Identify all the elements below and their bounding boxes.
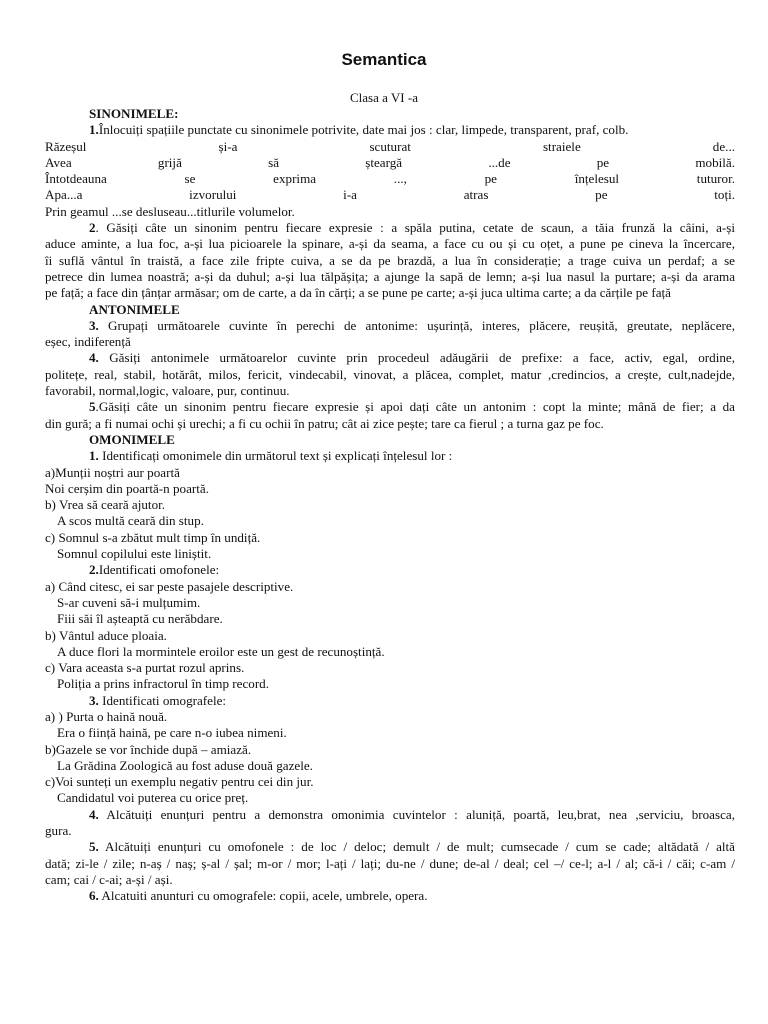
antonime-ex3-line [45,334,735,350]
antonime-ex5-line [45,416,735,432]
antonime-ex5-line-text: .Găsiți câte un sinonim pentru fiecare expresie și apoi dați câte un antonim : copt la minte; mână de fier; a da [95,399,735,415]
omonime-ex3-example: Era o ființă haină, pe care n-o iubea nimeni. [57,725,287,741]
section-heading-sinonime: SINONIMELE: [89,106,179,121]
section-heading-antonime: ANTONIMELE [89,301,180,317]
omonime-ex5-line [45,872,735,888]
sinonime-ex1-line [45,155,735,171]
sinonime-ex2-line [45,236,735,252]
omonime-ex5-number: 5. [89,839,99,855]
sinonime-ex2-line [45,285,735,301]
page-title: Semantica [341,50,427,69]
antonime-ex4-line-text: politețe, real, stabil, hotărât, milos, fericit, vindecabil, vinovat, a plăcea, complet, matur ,credincios, a crește, cult,nadejde, [45,366,735,382]
omonime-ex1-example: A scos multă ceară din stup. [57,513,204,529]
sinonime-ex2-line [45,253,735,269]
omonime-ex2-statement [45,562,735,578]
omonime-ex1-example: c) Somnul s-a zbătut mult timp în undiță. [45,529,261,545]
omonime-ex1-statement [45,448,735,464]
omonime-ex5-line [45,856,735,872]
omonime-ex3-statement [45,693,735,709]
sinonime-ex2-line-text: . Găsiți câte un sinonim pentru fiecare expresie : a spăla putina, cetate de scaun, a tăia frunză la câini, a-și [95,220,735,236]
antonime-ex3-line-text: eșec, indiferență [45,334,131,350]
antonime-ex3-line-text: Grupați următoarele cuvinte în perechi de antonime: ușurință, interes, plăcere, reușită, greutate, neplăcere, [98,317,735,333]
omonime-ex2-example: Fiii săi îl așteaptă cu nerăbdare. [57,611,223,627]
antonime-ex4-line [45,350,735,366]
sinonime-ex1-number: 1. [89,122,99,138]
omonime-ex5-line-text: dată; zi-le / zile; n-aș / naș; ș-al / șal; m-or / mor; l-ați / lați; du-ne / dune; de-al / deal; cel –/ ce-l; a-l / al; că-i / căi; c-am / [45,855,735,871]
omonime-ex4-number: 4. [89,806,99,822]
omonime-ex2-example: S-ar cuveni să-i mulțumim. [57,594,201,610]
omonime-ex3-example: a) ) Purta o haină nouă. [45,708,168,724]
omonime-ex6-text: Alcatuiti anunturi cu omografele: copii, acele, umbrele, opera. [98,888,428,904]
sinonime-ex2-line-text: aduce aminte, a lua foc, a-și lua picioarele la spinare, a-și da seama, a face cu ou și cu oțet, a pune pe cineva la încercare, [45,236,735,252]
sinonime-ex1-line [45,171,735,187]
antonime-ex5-line [45,399,735,415]
antonime-ex3-number: 3. [89,317,99,333]
sinonime-ex1-line [45,204,735,220]
sinonime-ex1-line [45,187,735,203]
sinonime-ex2-line [45,269,735,285]
section-heading-omonime: OMONIMELE [89,431,175,447]
sinonime-ex1-line-text: Prin geamul ...se desluseau...titlurile volumelor. [45,203,295,219]
sinonime-ex2-number: 2 [89,220,96,236]
sinonime-ex1-statement [45,122,735,138]
sinonime-ex1-line-text: Apa...a izvorului i-a atras pe toți. [45,187,735,203]
omonime-ex2-example: c) Vara aceasta s-a purtat rozul aprins. [45,660,245,676]
omonime-ex2-text: Identificati omofonele: [98,562,220,578]
sinonime-ex1-line-text: Avea grijă să șteargă ...de pe mobilă. [45,154,735,170]
omonime-ex3-number: 3. [89,692,99,708]
omonime-ex3-example: c)Voi sunteți un exemplu negativ pentru cei din jur. [45,774,314,790]
antonime-ex4-line-text: Găsiți antonimele următoarelor cuvinte prin procedeul adăugării de prefixe: a face, activ, egal, ordine, [98,350,735,366]
page-subtitle: Clasa a VI -a [350,90,418,105]
omonime-ex1-number: 1. [89,448,99,464]
sinonime-ex2-line-text: pe față; a face din țânțar armăsar; om de carte, a da în cărți; a se pune pe carte; a-și juca ultima carte; a da cărțile pe față [45,285,671,301]
omonime-ex1-text: Identificați omonimele din următorul text și explicați înțelesul lor : [98,448,453,464]
omonime-ex3-example: b)Gazele se vor închide după – amiază. [45,741,252,757]
omonime-ex5-line [45,839,735,855]
omonime-ex4-line-text: Alcătuiți enunțuri pentru a demonstra omonimia cuvintelor : aluniță, poartă, leu,brat, nea ,serviciu, broasca, [98,806,735,822]
antonime-ex4-number: 4. [89,350,99,366]
sinonime-ex1-line-text: Răzeșul și-a scuturat straiele de... [45,138,735,154]
sinonime-ex2-line-text: îi suflă vântul în traistă, a face zile fripte cuiva, a se da pe brazdă, a lua în considerație; a trage cuiva un perdaf; a se [45,252,735,268]
omonime-ex1-example: b) Vrea să ceară ajutor. [45,497,166,513]
omonime-ex2-example: A duce flori la mormintele eroilor este un gest de recunoștință. [57,643,385,659]
omonime-ex3-example: Candidatul voi puterea cu orice preț. [57,790,249,806]
sinonime-ex1-line [45,139,735,155]
omonime-ex1-example: Noi cerșim din poartă-n poartă. [45,480,209,496]
omonime-ex2-number: 2. [89,562,99,578]
omonime-ex4-line [45,823,735,839]
omonime-ex6-number: 6. [89,888,99,904]
omonime-ex1-example: a)Munții noștri aur poartă [45,464,180,480]
omonime-ex4-line-text: gura. [45,823,72,839]
omonime-ex2-example: a) Când citesc, ei sar peste pasajele descriptive. [45,578,294,594]
omonime-ex5-line-text: Alcătuiți enunțuri cu omofonele : de loc / deloc; demult / de mult; cumsecade / cum se cade; altădată / altă [98,839,735,855]
antonime-ex5-line-text: din gură; a fi numai ochi și urechi; a fi cu ochii în patru; cât ai zice pește; tare ca fierul ; a turna gaz pe foc. [45,415,604,431]
omonime-ex6-statement [45,888,735,904]
antonime-ex4-line [45,367,735,383]
sinonime-ex2-line [45,220,735,236]
omonime-ex4-line [45,807,735,823]
omonime-ex2-example: Poliția a prins infractorul în timp record. [57,676,269,692]
sinonime-ex2-line-text: petrece din lumea noastră; a-și da duhul; a-și lua tălpășița; a ajunge la sapă de lemn; a-și lua nasul la purtare; a-și da arama [45,268,735,284]
omonime-ex5-line-text: cam; cai / c-ai; a-și / ași. [45,871,173,887]
antonime-ex5-number: 5 [89,399,96,415]
omonime-ex2-example: b) Vântul aduce ploaia. [45,627,167,643]
antonime-ex3-line [45,318,735,334]
omonime-ex1-example: Somnul copilului este liniștit. [57,546,212,562]
omonime-ex3-example: La Grădina Zoologică au fost aduse două gazele. [57,757,313,773]
sinonime-ex1-line-text: Întotdeauna se exprima ..., pe înțelesul tuturor. [45,171,735,187]
document-body [45,106,735,905]
antonime-ex4-line [45,383,735,399]
antonime-ex4-line-text: favorabil, normal,logic, valoare, pur, continuu. [45,383,290,399]
omonime-ex3-text: Identificati omografele: [98,692,227,708]
sinonime-ex1-text: Înlocuiți spațiile punctate cu sinonimele potrivite, date mai jos : clar, limpede, transparent, praf, colb. [98,122,629,138]
